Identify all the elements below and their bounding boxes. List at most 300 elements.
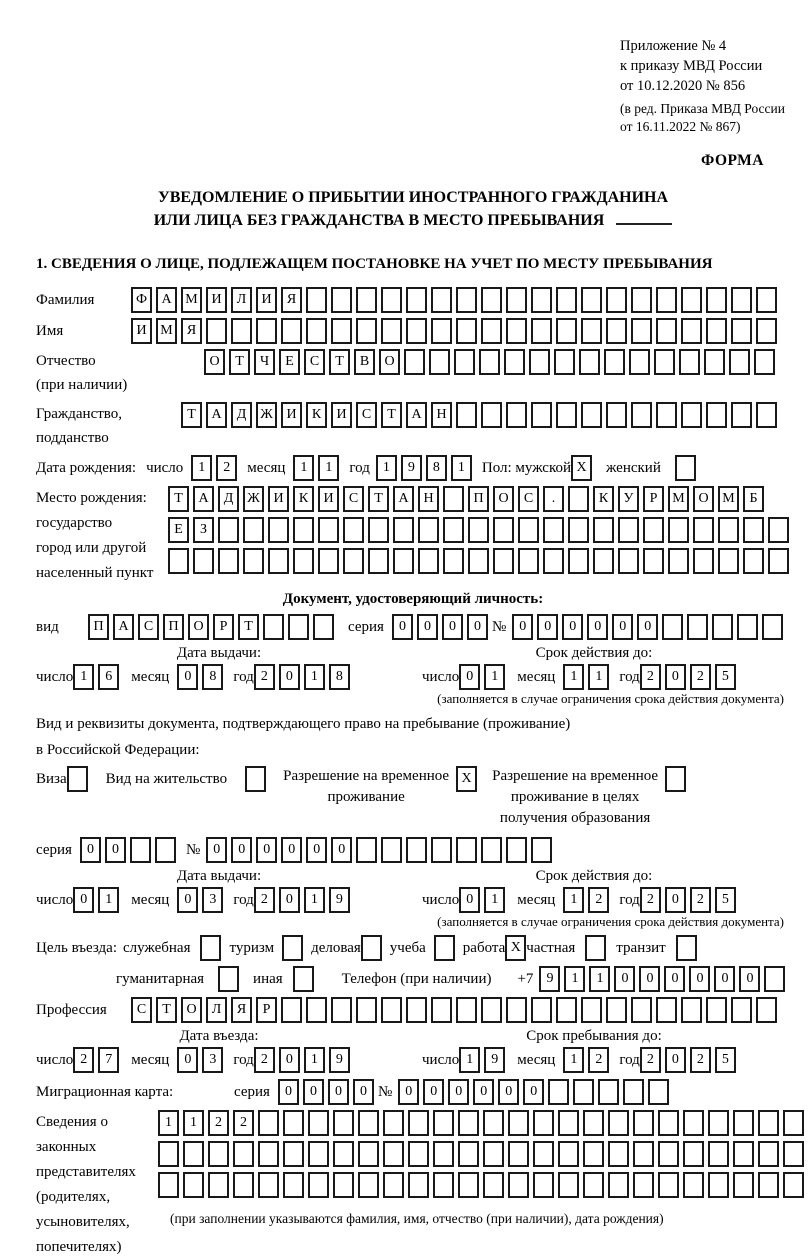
char-cell[interactable] — [208, 1141, 229, 1167]
char-cell[interactable]: Ч — [254, 349, 275, 375]
char-cell[interactable]: О — [379, 349, 400, 375]
char-cell[interactable]: 2 — [73, 1047, 94, 1073]
purpose-other-checkbox[interactable] — [293, 966, 314, 992]
char-cell[interactable] — [318, 517, 339, 543]
char-cell[interactable] — [683, 1110, 704, 1136]
char-cell[interactable] — [233, 1172, 254, 1198]
char-cell[interactable] — [508, 1141, 529, 1167]
char-cell[interactable] — [393, 548, 414, 574]
char-cell[interactable] — [383, 1141, 404, 1167]
char-cell[interactable] — [243, 517, 264, 543]
char-cell[interactable]: 0 — [306, 837, 327, 863]
char-cell[interactable] — [258, 1141, 279, 1167]
char-cell[interactable]: А — [393, 486, 414, 512]
char-cell[interactable]: Я — [181, 318, 202, 344]
char-cell[interactable] — [281, 318, 302, 344]
char-cell[interactable]: К — [293, 486, 314, 512]
char-cell[interactable]: 1 — [304, 664, 325, 690]
char-cell[interactable]: 2 — [690, 664, 711, 690]
char-cell[interactable]: 2 — [254, 887, 275, 913]
char-cell[interactable]: И — [206, 287, 227, 313]
char-cell[interactable]: 9 — [401, 455, 422, 481]
char-cell[interactable] — [431, 287, 452, 313]
char-cell[interactable] — [404, 349, 425, 375]
char-cell[interactable]: 0 — [279, 887, 300, 913]
char-cell[interactable] — [643, 548, 664, 574]
char-cell[interactable]: 0 — [665, 1047, 686, 1073]
char-cell[interactable] — [618, 548, 639, 574]
char-cell[interactable]: Ж — [243, 486, 264, 512]
char-cell[interactable]: О — [181, 997, 202, 1023]
char-cell[interactable]: А — [406, 402, 427, 428]
char-cell[interactable] — [648, 1079, 669, 1105]
char-cell[interactable] — [662, 614, 683, 640]
char-cell[interactable]: Ф — [131, 287, 152, 313]
char-cell[interactable]: 0 — [80, 837, 101, 863]
char-cell[interactable]: М — [156, 318, 177, 344]
char-cell[interactable]: 9 — [329, 887, 350, 913]
char-cell[interactable]: 0 — [177, 664, 198, 690]
char-cell[interactable] — [456, 837, 477, 863]
char-cell[interactable] — [256, 318, 277, 344]
residence-permit-checkbox[interactable] — [245, 766, 266, 792]
char-cell[interactable]: Б — [743, 486, 764, 512]
char-cell[interactable] — [554, 349, 575, 375]
char-cell[interactable]: 0 — [689, 966, 710, 992]
char-cell[interactable]: 0 — [459, 887, 480, 913]
char-cell[interactable]: К — [306, 402, 327, 428]
char-cell[interactable]: 1 — [484, 887, 505, 913]
char-cell[interactable] — [693, 548, 714, 574]
char-cell[interactable]: Д — [218, 486, 239, 512]
char-cell[interactable]: 0 — [537, 614, 558, 640]
char-cell[interactable] — [708, 1172, 729, 1198]
char-cell[interactable]: 1 — [73, 664, 94, 690]
char-cell[interactable] — [288, 614, 309, 640]
purpose-private-checkbox[interactable] — [585, 935, 606, 961]
char-cell[interactable] — [608, 1172, 629, 1198]
char-cell[interactable] — [548, 1079, 569, 1105]
char-cell[interactable] — [283, 1110, 304, 1136]
char-cell[interactable]: Н — [418, 486, 439, 512]
char-cell[interactable] — [598, 1079, 619, 1105]
char-cell[interactable] — [768, 517, 789, 543]
char-cell[interactable] — [308, 1172, 329, 1198]
char-cell[interactable] — [468, 548, 489, 574]
char-cell[interactable] — [608, 1141, 629, 1167]
char-cell[interactable] — [681, 318, 702, 344]
char-cell[interactable] — [243, 548, 264, 574]
char-cell[interactable] — [454, 349, 475, 375]
char-cell[interactable] — [681, 402, 702, 428]
char-cell[interactable]: 0 — [562, 614, 583, 640]
char-cell[interactable]: 1 — [588, 664, 609, 690]
char-cell[interactable]: . — [543, 486, 564, 512]
char-cell[interactable] — [783, 1172, 804, 1198]
char-cell[interactable] — [558, 1141, 579, 1167]
char-cell[interactable] — [281, 997, 302, 1023]
char-cell[interactable] — [406, 318, 427, 344]
char-cell[interactable]: 2 — [233, 1110, 254, 1136]
char-cell[interactable] — [656, 287, 677, 313]
char-cell[interactable]: С — [356, 402, 377, 428]
char-cell[interactable] — [343, 548, 364, 574]
char-cell[interactable]: 0 — [417, 614, 438, 640]
char-cell[interactable] — [443, 548, 464, 574]
char-cell[interactable]: 1 — [183, 1110, 204, 1136]
char-cell[interactable] — [168, 548, 189, 574]
char-cell[interactable]: 1 — [318, 455, 339, 481]
char-cell[interactable] — [543, 548, 564, 574]
char-cell[interactable] — [231, 318, 252, 344]
char-cell[interactable]: З — [193, 517, 214, 543]
char-cell[interactable] — [308, 1110, 329, 1136]
char-cell[interactable] — [783, 1141, 804, 1167]
char-cell[interactable]: Я — [281, 287, 302, 313]
char-cell[interactable] — [183, 1172, 204, 1198]
char-cell[interactable] — [208, 1172, 229, 1198]
char-cell[interactable] — [658, 1172, 679, 1198]
char-cell[interactable] — [629, 349, 650, 375]
char-cell[interactable] — [593, 548, 614, 574]
char-cell[interactable] — [756, 287, 777, 313]
char-cell[interactable] — [654, 349, 675, 375]
char-cell[interactable] — [431, 318, 452, 344]
char-cell[interactable] — [668, 517, 689, 543]
char-cell[interactable] — [658, 1110, 679, 1136]
char-cell[interactable]: И — [131, 318, 152, 344]
char-cell[interactable] — [218, 517, 239, 543]
char-cell[interactable] — [158, 1172, 179, 1198]
char-cell[interactable] — [568, 486, 589, 512]
char-cell[interactable] — [508, 1172, 529, 1198]
char-cell[interactable]: 2 — [254, 664, 275, 690]
char-cell[interactable] — [681, 997, 702, 1023]
char-cell[interactable]: И — [318, 486, 339, 512]
char-cell[interactable]: В — [354, 349, 375, 375]
char-cell[interactable]: 9 — [484, 1047, 505, 1073]
char-cell[interactable] — [656, 997, 677, 1023]
char-cell[interactable] — [758, 1110, 779, 1136]
char-cell[interactable] — [756, 402, 777, 428]
char-cell[interactable] — [458, 1110, 479, 1136]
char-cell[interactable]: 1 — [376, 455, 397, 481]
char-cell[interactable]: 1 — [293, 455, 314, 481]
char-cell[interactable] — [418, 517, 439, 543]
char-cell[interactable] — [731, 287, 752, 313]
char-cell[interactable] — [408, 1110, 429, 1136]
char-cell[interactable] — [458, 1141, 479, 1167]
char-cell[interactable] — [633, 1141, 654, 1167]
char-cell[interactable]: 1 — [98, 887, 119, 913]
char-cell[interactable] — [758, 1141, 779, 1167]
char-cell[interactable] — [731, 402, 752, 428]
char-cell[interactable]: 2 — [254, 1047, 275, 1073]
char-cell[interactable]: 0 — [512, 614, 533, 640]
char-cell[interactable] — [681, 287, 702, 313]
char-cell[interactable] — [518, 548, 539, 574]
char-cell[interactable]: 1 — [563, 887, 584, 913]
char-cell[interactable] — [356, 318, 377, 344]
char-cell[interactable] — [764, 966, 785, 992]
char-cell[interactable] — [579, 349, 600, 375]
char-cell[interactable] — [306, 287, 327, 313]
char-cell[interactable] — [431, 837, 452, 863]
char-cell[interactable] — [193, 548, 214, 574]
char-cell[interactable] — [383, 1172, 404, 1198]
char-cell[interactable] — [468, 517, 489, 543]
char-cell[interactable] — [631, 318, 652, 344]
char-cell[interactable]: 0 — [665, 664, 686, 690]
purpose-official-checkbox[interactable] — [200, 935, 221, 961]
char-cell[interactable] — [529, 349, 550, 375]
char-cell[interactable] — [606, 287, 627, 313]
char-cell[interactable]: 8 — [426, 455, 447, 481]
char-cell[interactable]: Л — [206, 997, 227, 1023]
title-blank-underline[interactable] — [616, 209, 672, 225]
char-cell[interactable] — [418, 548, 439, 574]
char-cell[interactable]: С — [518, 486, 539, 512]
char-cell[interactable] — [718, 548, 739, 574]
temp-residence-education-checkbox[interactable] — [665, 766, 686, 792]
char-cell[interactable]: Т — [156, 997, 177, 1023]
char-cell[interactable] — [158, 1141, 179, 1167]
char-cell[interactable] — [381, 997, 402, 1023]
char-cell[interactable] — [568, 517, 589, 543]
char-cell[interactable]: 2 — [640, 664, 661, 690]
purpose-tourism-checkbox[interactable] — [282, 935, 303, 961]
char-cell[interactable] — [573, 1079, 594, 1105]
char-cell[interactable] — [333, 1172, 354, 1198]
char-cell[interactable]: 0 — [206, 837, 227, 863]
char-cell[interactable]: 2 — [690, 887, 711, 913]
char-cell[interactable] — [206, 318, 227, 344]
char-cell[interactable]: 0 — [498, 1079, 519, 1105]
visa-checkbox[interactable] — [67, 766, 88, 792]
char-cell[interactable]: 0 — [278, 1079, 299, 1105]
char-cell[interactable] — [443, 517, 464, 543]
char-cell[interactable] — [581, 402, 602, 428]
char-cell[interactable] — [333, 1110, 354, 1136]
char-cell[interactable] — [504, 349, 525, 375]
char-cell[interactable] — [481, 402, 502, 428]
char-cell[interactable] — [731, 318, 752, 344]
char-cell[interactable] — [381, 287, 402, 313]
char-cell[interactable] — [758, 1172, 779, 1198]
char-cell[interactable]: 8 — [329, 664, 350, 690]
purpose-study-checkbox[interactable] — [434, 935, 455, 961]
char-cell[interactable]: 0 — [467, 614, 488, 640]
char-cell[interactable] — [293, 548, 314, 574]
char-cell[interactable]: 3 — [202, 1047, 223, 1073]
char-cell[interactable] — [381, 837, 402, 863]
char-cell[interactable] — [331, 318, 352, 344]
char-cell[interactable] — [443, 486, 464, 512]
char-cell[interactable] — [493, 548, 514, 574]
char-cell[interactable] — [556, 997, 577, 1023]
char-cell[interactable] — [393, 517, 414, 543]
char-cell[interactable] — [531, 402, 552, 428]
char-cell[interactable] — [358, 1141, 379, 1167]
char-cell[interactable] — [531, 287, 552, 313]
char-cell[interactable] — [618, 517, 639, 543]
char-cell[interactable]: И — [268, 486, 289, 512]
char-cell[interactable]: 0 — [303, 1079, 324, 1105]
char-cell[interactable] — [531, 997, 552, 1023]
char-cell[interactable] — [531, 318, 552, 344]
char-cell[interactable]: 7 — [98, 1047, 119, 1073]
char-cell[interactable] — [481, 287, 502, 313]
char-cell[interactable]: 2 — [690, 1047, 711, 1073]
char-cell[interactable] — [483, 1141, 504, 1167]
char-cell[interactable] — [556, 402, 577, 428]
char-cell[interactable] — [406, 287, 427, 313]
char-cell[interactable]: 0 — [448, 1079, 469, 1105]
char-cell[interactable] — [268, 517, 289, 543]
char-cell[interactable] — [756, 318, 777, 344]
char-cell[interactable] — [481, 837, 502, 863]
char-cell[interactable]: Т — [181, 402, 202, 428]
char-cell[interactable] — [656, 318, 677, 344]
char-cell[interactable] — [631, 287, 652, 313]
char-cell[interactable] — [358, 1172, 379, 1198]
char-cell[interactable] — [533, 1172, 554, 1198]
char-cell[interactable] — [683, 1141, 704, 1167]
char-cell[interactable] — [306, 318, 327, 344]
char-cell[interactable]: С — [138, 614, 159, 640]
char-cell[interactable]: 0 — [177, 1047, 198, 1073]
char-cell[interactable]: 2 — [588, 1047, 609, 1073]
char-cell[interactable] — [708, 1110, 729, 1136]
char-cell[interactable] — [762, 614, 783, 640]
char-cell[interactable]: 2 — [588, 887, 609, 913]
char-cell[interactable] — [283, 1172, 304, 1198]
char-cell[interactable]: Т — [368, 486, 389, 512]
char-cell[interactable]: 0 — [73, 887, 94, 913]
char-cell[interactable]: И — [281, 402, 302, 428]
char-cell[interactable]: Т — [329, 349, 350, 375]
char-cell[interactable] — [604, 349, 625, 375]
char-cell[interactable]: С — [131, 997, 152, 1023]
char-cell[interactable]: И — [256, 287, 277, 313]
char-cell[interactable] — [313, 614, 334, 640]
char-cell[interactable] — [483, 1172, 504, 1198]
char-cell[interactable] — [506, 318, 527, 344]
char-cell[interactable] — [218, 548, 239, 574]
char-cell[interactable] — [506, 997, 527, 1023]
char-cell[interactable] — [754, 349, 775, 375]
char-cell[interactable] — [233, 1141, 254, 1167]
char-cell[interactable]: 0 — [612, 614, 633, 640]
char-cell[interactable]: 2 — [208, 1110, 229, 1136]
char-cell[interactable] — [358, 1110, 379, 1136]
char-cell[interactable]: 0 — [279, 664, 300, 690]
char-cell[interactable] — [706, 402, 727, 428]
char-cell[interactable]: 0 — [665, 887, 686, 913]
char-cell[interactable]: А — [206, 402, 227, 428]
char-cell[interactable]: 1 — [451, 455, 472, 481]
char-cell[interactable]: С — [304, 349, 325, 375]
char-cell[interactable] — [733, 1172, 754, 1198]
char-cell[interactable] — [506, 402, 527, 428]
char-cell[interactable]: О — [693, 486, 714, 512]
char-cell[interactable] — [481, 318, 502, 344]
char-cell[interactable] — [293, 517, 314, 543]
char-cell[interactable]: 6 — [98, 664, 119, 690]
char-cell[interactable] — [479, 349, 500, 375]
char-cell[interactable] — [429, 349, 450, 375]
char-cell[interactable] — [712, 614, 733, 640]
char-cell[interactable] — [258, 1110, 279, 1136]
char-cell[interactable]: Ж — [256, 402, 277, 428]
char-cell[interactable]: 1 — [158, 1110, 179, 1136]
char-cell[interactable]: П — [163, 614, 184, 640]
char-cell[interactable] — [481, 997, 502, 1023]
char-cell[interactable]: 0 — [739, 966, 760, 992]
char-cell[interactable] — [623, 1079, 644, 1105]
char-cell[interactable] — [356, 997, 377, 1023]
purpose-business-checkbox[interactable] — [361, 935, 382, 961]
char-cell[interactable] — [729, 349, 750, 375]
char-cell[interactable]: 1 — [459, 1047, 480, 1073]
char-cell[interactable]: 0 — [442, 614, 463, 640]
char-cell[interactable] — [581, 287, 602, 313]
char-cell[interactable] — [368, 548, 389, 574]
char-cell[interactable] — [483, 1110, 504, 1136]
char-cell[interactable] — [743, 517, 764, 543]
char-cell[interactable] — [130, 837, 151, 863]
char-cell[interactable] — [643, 517, 664, 543]
char-cell[interactable] — [183, 1141, 204, 1167]
char-cell[interactable]: 0 — [637, 614, 658, 640]
char-cell[interactable]: А — [113, 614, 134, 640]
char-cell[interactable] — [506, 287, 527, 313]
char-cell[interactable]: Т — [168, 486, 189, 512]
char-cell[interactable] — [743, 548, 764, 574]
char-cell[interactable] — [668, 548, 689, 574]
char-cell[interactable] — [583, 1172, 604, 1198]
char-cell[interactable] — [155, 837, 176, 863]
char-cell[interactable]: К — [593, 486, 614, 512]
char-cell[interactable] — [356, 837, 377, 863]
char-cell[interactable]: 0 — [279, 1047, 300, 1073]
char-cell[interactable] — [268, 548, 289, 574]
char-cell[interactable]: 0 — [473, 1079, 494, 1105]
char-cell[interactable]: 0 — [423, 1079, 444, 1105]
char-cell[interactable] — [679, 349, 700, 375]
char-cell[interactable] — [581, 318, 602, 344]
char-cell[interactable] — [333, 1141, 354, 1167]
char-cell[interactable] — [683, 1172, 704, 1198]
char-cell[interactable] — [606, 402, 627, 428]
char-cell[interactable] — [533, 1110, 554, 1136]
char-cell[interactable] — [631, 402, 652, 428]
char-cell[interactable]: А — [193, 486, 214, 512]
char-cell[interactable] — [608, 1110, 629, 1136]
char-cell[interactable] — [568, 548, 589, 574]
char-cell[interactable]: 0 — [587, 614, 608, 640]
char-cell[interactable]: П — [468, 486, 489, 512]
char-cell[interactable]: 9 — [329, 1047, 350, 1073]
char-cell[interactable] — [408, 1172, 429, 1198]
char-cell[interactable] — [493, 517, 514, 543]
char-cell[interactable]: 1 — [589, 966, 610, 992]
char-cell[interactable]: 0 — [331, 837, 352, 863]
char-cell[interactable]: 0 — [256, 837, 277, 863]
char-cell[interactable] — [406, 837, 427, 863]
char-cell[interactable] — [733, 1141, 754, 1167]
char-cell[interactable]: 0 — [328, 1079, 349, 1105]
